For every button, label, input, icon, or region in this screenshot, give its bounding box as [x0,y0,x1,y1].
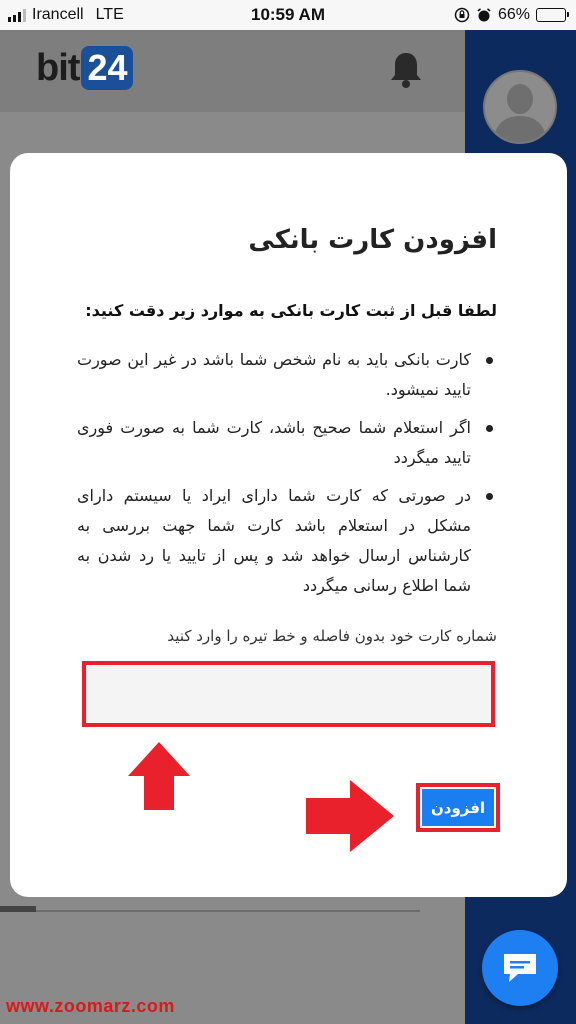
chat-button[interactable] [482,930,558,1006]
alarm-icon [476,7,492,23]
arrow-right-annotation-icon [304,778,396,854]
bell-icon[interactable] [388,50,424,90]
app-divider [0,910,420,912]
status-right [454,6,566,24]
note-text: اگر استعلام شما صحیح باشد، کارت شما به صورت فوری تایید میگردد [77,418,471,467]
bullet-icon [486,493,493,500]
chat-icon [500,950,540,986]
logo-text-main: bit [36,46,80,89]
status-left [8,6,124,24]
clock: 10:59 AM [250,5,325,24]
modal-subtitle: لطفا قبل از ثبت کارت بانکی به موارد زیر دقت کنید: [85,301,497,320]
add-bank-card-modal [10,153,567,897]
note-text: کارت بانکی باید به نام شخص شما باشد در غیر این صورت تایید نمیشود. [77,350,471,399]
note-text: در صورتی که کارت شما دارای ایراد یا سیستم دارای مشکل در استعلام باشد کارت شما جهت بررسی به کارشناس ارسال خواهد شد و پس از تایید یا رد شدن به شما اطلاع رسانی میگردد [77,486,471,595]
modal-title: افزودن کارت بانکی [248,225,497,255]
carrier-name: Irancell [32,6,84,23]
bullet-icon [486,425,493,432]
app-header [0,30,465,112]
bullet-icon [486,357,493,364]
network-type: LTE [95,6,124,23]
status-bar [0,0,576,30]
card-number-label: شماره کارت خود بدون فاصله و خط تیره را وارد کنید [167,627,497,645]
user-avatar-icon[interactable] [483,70,557,144]
battery-percent: 66% [497,6,530,23]
add-card-button[interactable]: افزودن [422,789,494,826]
notes-list [77,345,497,609]
bit24-logo [36,46,133,90]
note-item [77,345,497,405]
logo-text-num: 24 [81,46,133,90]
arrow-up-annotation-icon [126,740,192,812]
add-button-highlight [416,783,500,832]
note-item [77,413,497,473]
battery-icon [536,8,566,22]
signal-icon [8,8,26,22]
note-item [77,481,497,601]
watermark: www.zoomarz.com [6,996,175,1016]
card-number-input[interactable] [82,661,495,727]
orientation-lock-icon [454,7,470,23]
